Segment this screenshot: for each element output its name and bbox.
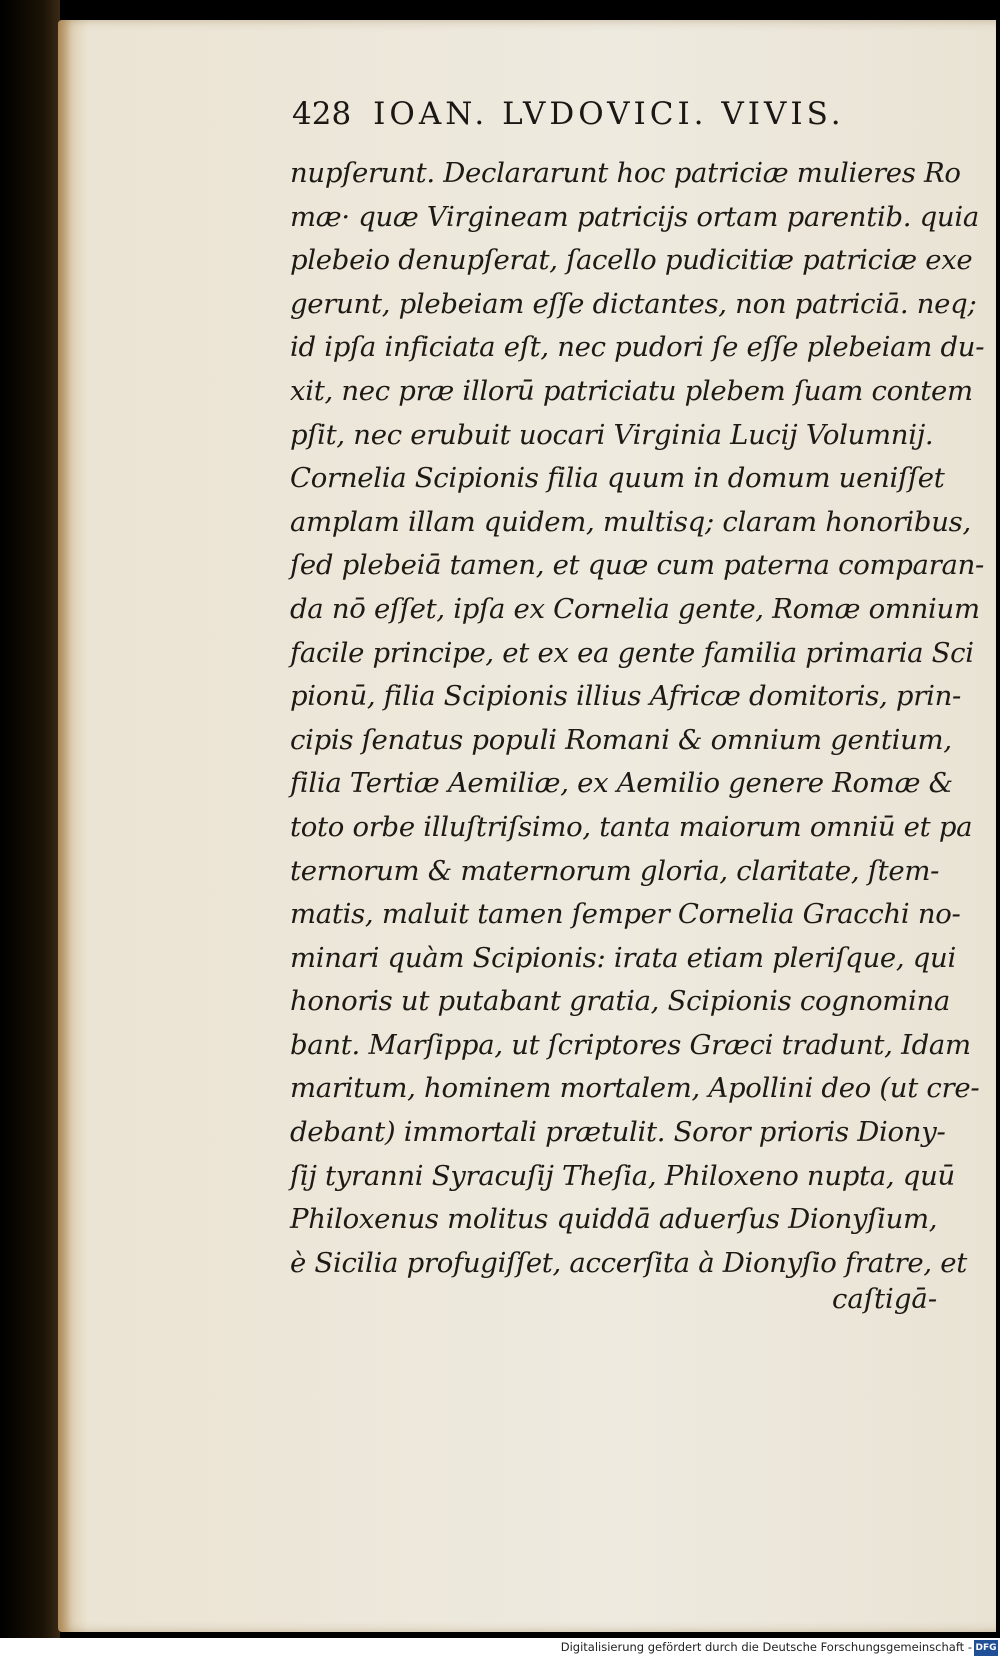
text-line: filia Tertiæ Aemiliæ, ex Aemilio genere Romæ &	[290, 767, 953, 800]
text-line: è Sicilia profugiſſet, accerſita à Dionyſio fratre, et	[290, 1246, 967, 1279]
text-line: cipis ſenatus populi Romani & omnium gentium,	[290, 723, 952, 756]
funding-credit: Digitalisierung gefördert durch die Deutsche Forschungsgemeinschaft -	[560, 1640, 972, 1654]
text-line: bant. Marſippa, ut ſcriptores Græci tradunt, Idam	[290, 1028, 971, 1061]
catchword: caſtigā-	[832, 1283, 938, 1315]
text-line: xit, nec præ illorū patriciatu plebem ſuam contem	[290, 374, 973, 407]
text-line: pionū, filia Scipionis illius Africæ domitoris, prin-	[290, 680, 961, 713]
text-line: maritum, hominem mortalem, Apollini deo (ut cre-	[290, 1072, 980, 1105]
text-line: facile principe, et ex ea gente familia primaria Sci	[290, 636, 974, 669]
text-line: ſed plebeiā tamen, et quæ cum paterna comparan-	[290, 549, 984, 582]
text-line: matis, maluit tamen ſemper Cornelia Gracchi no-	[290, 898, 961, 931]
text-line: minari quàm Scipionis: irata etiam pleriſque, qui	[290, 941, 956, 974]
body-text	[290, 152, 985, 1285]
book-gutter-shadow	[0, 0, 60, 1659]
running-head	[292, 96, 845, 132]
text-line: gerunt, plebeiam eſſe dictantes, non patriciā. neq;	[290, 287, 977, 320]
text-line: pſit, nec erubuit uocari Virginia Lucij Volumnij.	[290, 418, 934, 451]
running-head-title: IOAN. LVDOVICI. VIVIS.	[373, 96, 845, 132]
text-line: amplam illam quidem, multisq; claram honoribus,	[290, 505, 971, 538]
text-line: plebeio denupſerat, ſacello pudicitiæ patriciæ exe	[290, 244, 973, 277]
text-line: ternorum & maternorum gloria, claritate, ſtem-	[290, 854, 940, 887]
text-line: Philoxenus molitus quiddā aduerſus Dionyſium,	[290, 1203, 938, 1236]
text-line: Cornelia Scipionis filia quum in domum ueniſſet	[290, 462, 945, 495]
text-line: honoris ut putabant gratia, Scipionis cognomina	[290, 985, 951, 1018]
digitization-footer	[0, 1638, 1000, 1659]
text-line: debant) immortali prætulit. Soror prioris Diony-	[290, 1116, 946, 1149]
text-line: ſij tyranni Syracuſij Theſia, Philoxeno nupta, quū	[290, 1159, 955, 1192]
dfg-logo-icon: DFG	[974, 1640, 998, 1656]
text-line: nupſerunt. Declararunt hoc patriciæ mulieres Ro	[290, 157, 961, 189]
text-line: toto orbe illuſtriſsimo, tanta maiorum omniū et pa	[290, 810, 973, 843]
text-line: id ipſa inficiata eſt, nec pudori ſe eſſe plebeiam du-	[290, 331, 985, 364]
text-line: da nō eſſet, ipſa ex Cornelia gente, Romæ omnium	[290, 592, 980, 625]
page-number: 428	[292, 96, 352, 132]
text-line: mæ· quæ Virgineam patricijs ortam parentib. quia	[290, 200, 979, 233]
